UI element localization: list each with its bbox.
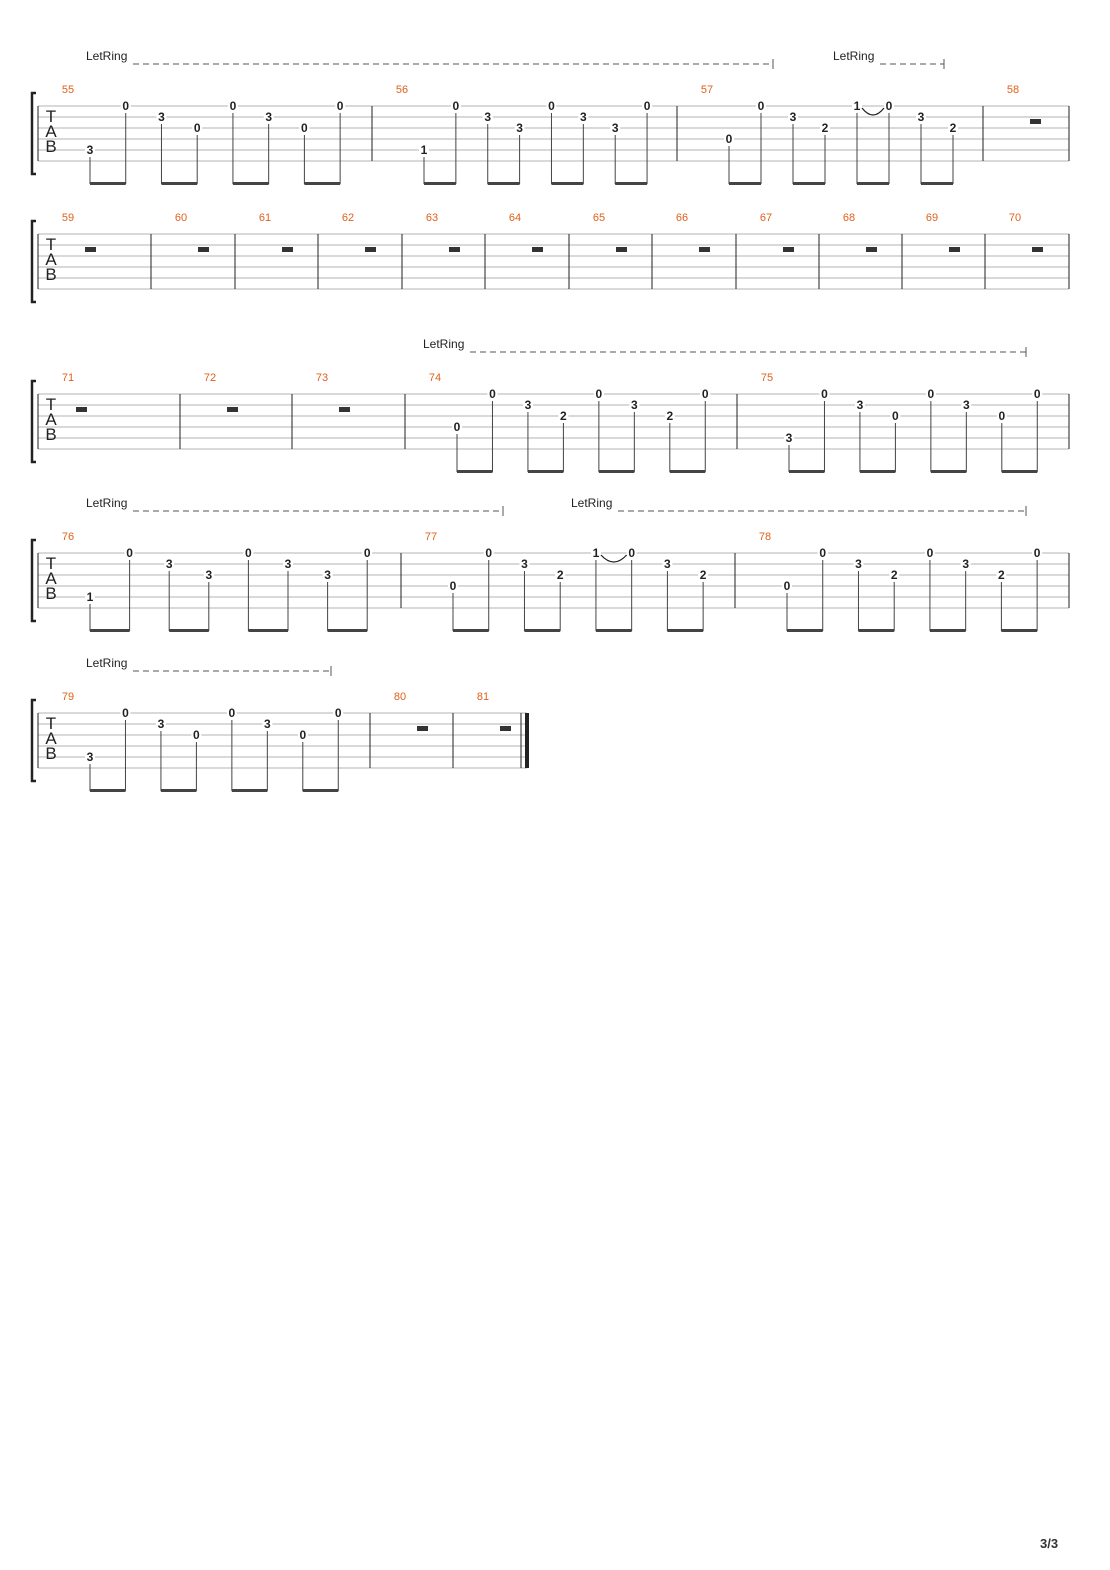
fret-number: 0 <box>229 99 237 113</box>
beam <box>90 789 125 792</box>
fret-number: 3 <box>611 121 619 135</box>
tab-clef-letter-a: A <box>45 250 57 269</box>
fret-number: 3 <box>158 110 165 124</box>
measure-number: 55 <box>61 84 75 96</box>
measure-number: 80 <box>393 691 407 703</box>
whole-rest <box>198 247 209 252</box>
fret-number: 3 <box>789 110 797 124</box>
measure-number: 65 <box>592 212 606 224</box>
measure-number: 70 <box>1008 212 1022 224</box>
beam <box>860 470 895 473</box>
fret-number: 0 <box>725 132 733 146</box>
measure-number: 58 <box>1006 84 1020 96</box>
beam <box>169 629 209 632</box>
fret-number: 3 <box>664 557 671 571</box>
beam <box>670 470 705 473</box>
fret-number: 3 <box>484 110 492 124</box>
beam <box>90 629 130 632</box>
fret-number: 2 <box>998 568 1005 582</box>
beam <box>233 182 269 185</box>
tab-clef-letter-t: T <box>45 107 57 126</box>
fret-number: 0 <box>299 728 307 742</box>
whole-rest <box>783 247 794 252</box>
beam <box>921 182 953 185</box>
fret-number: 3 <box>284 557 292 571</box>
fret-number: 1 <box>420 143 428 157</box>
fret-number: 0 <box>548 99 555 113</box>
whole-rest <box>365 247 376 252</box>
fret-number: 0 <box>301 121 308 135</box>
fret-number: 0 <box>489 387 496 401</box>
fret-number: 0 <box>819 546 827 560</box>
measure-number: 68 <box>842 212 856 224</box>
tab-clef-letter-a: A <box>45 122 57 141</box>
tie-arc <box>862 108 884 115</box>
beam <box>453 629 489 632</box>
tab-clef-letter-b: B <box>45 265 57 284</box>
whole-rest <box>227 407 238 412</box>
fret-number: 0 <box>892 409 899 423</box>
measure-number: 66 <box>675 212 689 224</box>
fret-number: 3 <box>205 568 213 582</box>
fret-number: 3 <box>785 431 793 445</box>
fret-number: 0 <box>783 579 791 593</box>
beam <box>931 470 966 473</box>
fret-number: 3 <box>86 750 94 764</box>
fret-number: 0 <box>885 99 893 113</box>
fret-number: 3 <box>856 398 864 412</box>
beam <box>858 629 894 632</box>
beam <box>729 182 761 185</box>
fret-number: 0 <box>453 420 461 434</box>
fret-number: 0 <box>927 387 935 401</box>
measure-number: 75 <box>760 372 774 384</box>
fret-number: 3 <box>265 110 273 124</box>
tab-clef-letter-a: A <box>45 569 57 588</box>
measure-number: 79 <box>61 691 75 703</box>
fret-number: 0 <box>122 99 130 113</box>
tab-clef-letter-t: T <box>45 235 57 254</box>
tab-clef-letter-b: B <box>45 425 57 444</box>
measure-number: 71 <box>61 372 75 384</box>
whole-rest <box>500 726 511 731</box>
beam <box>789 470 824 473</box>
beam <box>161 182 197 185</box>
fret-number: 3 <box>579 110 587 124</box>
fret-number: 0 <box>757 99 765 113</box>
tab-clef-letter-a: A <box>45 729 57 748</box>
fret-number: 3 <box>524 398 532 412</box>
system-bracket <box>32 700 36 781</box>
fret-number: 0 <box>998 409 1006 423</box>
whole-rest <box>616 247 627 252</box>
beam <box>551 182 583 185</box>
let-ring-label: LetRing <box>833 49 875 63</box>
system-bracket <box>32 221 36 302</box>
fret-number: 0 <box>926 546 934 560</box>
fret-number: 0 <box>701 387 709 401</box>
fret-number: 0 <box>126 546 133 560</box>
fret-number: 0 <box>1033 387 1041 401</box>
let-ring-label: LetRing <box>86 656 128 670</box>
beam <box>787 629 823 632</box>
fret-number: 3 <box>917 110 925 124</box>
beam <box>303 789 338 792</box>
fret-number: 3 <box>630 398 638 412</box>
measure-number: 61 <box>258 212 272 224</box>
measure-number: 77 <box>424 531 438 543</box>
beam <box>599 470 634 473</box>
tab-clef-letter-t: T <box>45 395 57 414</box>
beam <box>930 629 966 632</box>
tab-clef-letter-t: T <box>45 714 57 733</box>
measure-number: 62 <box>341 212 355 224</box>
fret-number: 0 <box>245 546 252 560</box>
fret-number: 1 <box>853 99 861 113</box>
whole-rest <box>532 247 543 252</box>
measure-number: 57 <box>700 84 714 96</box>
page-number: 3/3 <box>1040 1536 1059 1551</box>
fret-number: 2 <box>890 568 898 582</box>
fret-number: 0 <box>122 706 129 720</box>
fret-number: 2 <box>821 121 829 135</box>
system-bracket <box>32 540 36 621</box>
fret-number: 3 <box>962 557 970 571</box>
beam <box>524 629 560 632</box>
fret-number: 0 <box>228 706 236 720</box>
system-bracket <box>32 93 36 174</box>
whole-rest <box>699 247 710 252</box>
fret-number: 3 <box>157 717 165 731</box>
fret-number: 2 <box>699 568 707 582</box>
beam <box>161 789 196 792</box>
whole-rest <box>339 407 350 412</box>
whole-rest <box>417 726 428 731</box>
measure-number: 72 <box>203 372 217 384</box>
fret-number: 0 <box>334 706 342 720</box>
whole-rest <box>1032 247 1043 252</box>
measure-number: 73 <box>315 372 329 384</box>
fret-number: 3 <box>516 121 523 135</box>
fret-number: 3 <box>521 557 528 571</box>
measure-number: 78 <box>758 531 772 543</box>
let-ring-label: LetRing <box>423 337 465 351</box>
let-ring-label: LetRing <box>86 49 128 63</box>
fret-number: 2 <box>556 568 564 582</box>
beam <box>488 182 520 185</box>
fret-number: 0 <box>821 387 828 401</box>
let-ring-label: LetRing <box>86 496 128 510</box>
fret-number: 0 <box>485 546 493 560</box>
beam <box>424 182 456 185</box>
fret-number: 1 <box>86 590 94 604</box>
fret-number: 1 <box>592 546 600 560</box>
whole-rest <box>449 247 460 252</box>
beam <box>248 629 288 632</box>
fret-number: 0 <box>452 99 460 113</box>
tab-clef-letter-t: T <box>45 554 57 573</box>
beam <box>667 629 703 632</box>
beam <box>304 182 340 185</box>
fret-number: 0 <box>363 546 371 560</box>
whole-rest <box>85 247 96 252</box>
tab-clef-letter-b: B <box>45 584 57 603</box>
beam <box>1002 470 1037 473</box>
fret-number: 0 <box>449 579 457 593</box>
fret-number: 0 <box>595 387 603 401</box>
fret-number: 3 <box>324 568 331 582</box>
measure-number: 56 <box>395 84 409 96</box>
beam <box>528 470 563 473</box>
tab-clef-letter-b: B <box>45 137 57 156</box>
fret-number: 2 <box>560 409 567 423</box>
fret-number: 0 <box>1033 546 1041 560</box>
beam <box>90 182 126 185</box>
whole-rest <box>949 247 960 252</box>
fret-number: 3 <box>962 398 970 412</box>
fret-number: 2 <box>666 409 674 423</box>
let-ring-label: LetRing <box>571 496 613 510</box>
measure-number: 60 <box>174 212 188 224</box>
fret-number: 3 <box>263 717 271 731</box>
beam <box>596 629 632 632</box>
fret-number: 3 <box>165 557 173 571</box>
fret-number: 0 <box>193 728 200 742</box>
fret-number: 2 <box>949 121 957 135</box>
system-bracket <box>32 381 36 462</box>
beam <box>1001 629 1037 632</box>
beam <box>857 182 889 185</box>
measure-number: 81 <box>476 691 490 703</box>
tab-clef-letter-b: B <box>45 744 57 763</box>
measure-number: 63 <box>425 212 439 224</box>
fret-number: 0 <box>193 121 201 135</box>
beam <box>328 629 368 632</box>
whole-rest <box>1030 119 1041 124</box>
whole-rest <box>76 407 87 412</box>
fret-number: 3 <box>855 557 862 571</box>
fret-number: 0 <box>643 99 651 113</box>
tab-clef-letter-a: A <box>45 410 57 429</box>
measure-number: 64 <box>508 212 522 224</box>
whole-rest <box>282 247 293 252</box>
fret-number: 0 <box>628 546 636 560</box>
tie-arc <box>601 555 627 562</box>
beam <box>232 789 267 792</box>
measure-number: 69 <box>925 212 939 224</box>
beam <box>457 470 492 473</box>
beam <box>793 182 825 185</box>
measure-number: 76 <box>61 531 75 543</box>
fret-number: 3 <box>86 143 94 157</box>
beam <box>615 182 647 185</box>
whole-rest <box>866 247 877 252</box>
fret-number: 0 <box>336 99 344 113</box>
measure-number: 67 <box>759 212 773 224</box>
measure-number: 59 <box>61 212 75 224</box>
measure-number: 74 <box>428 372 442 384</box>
